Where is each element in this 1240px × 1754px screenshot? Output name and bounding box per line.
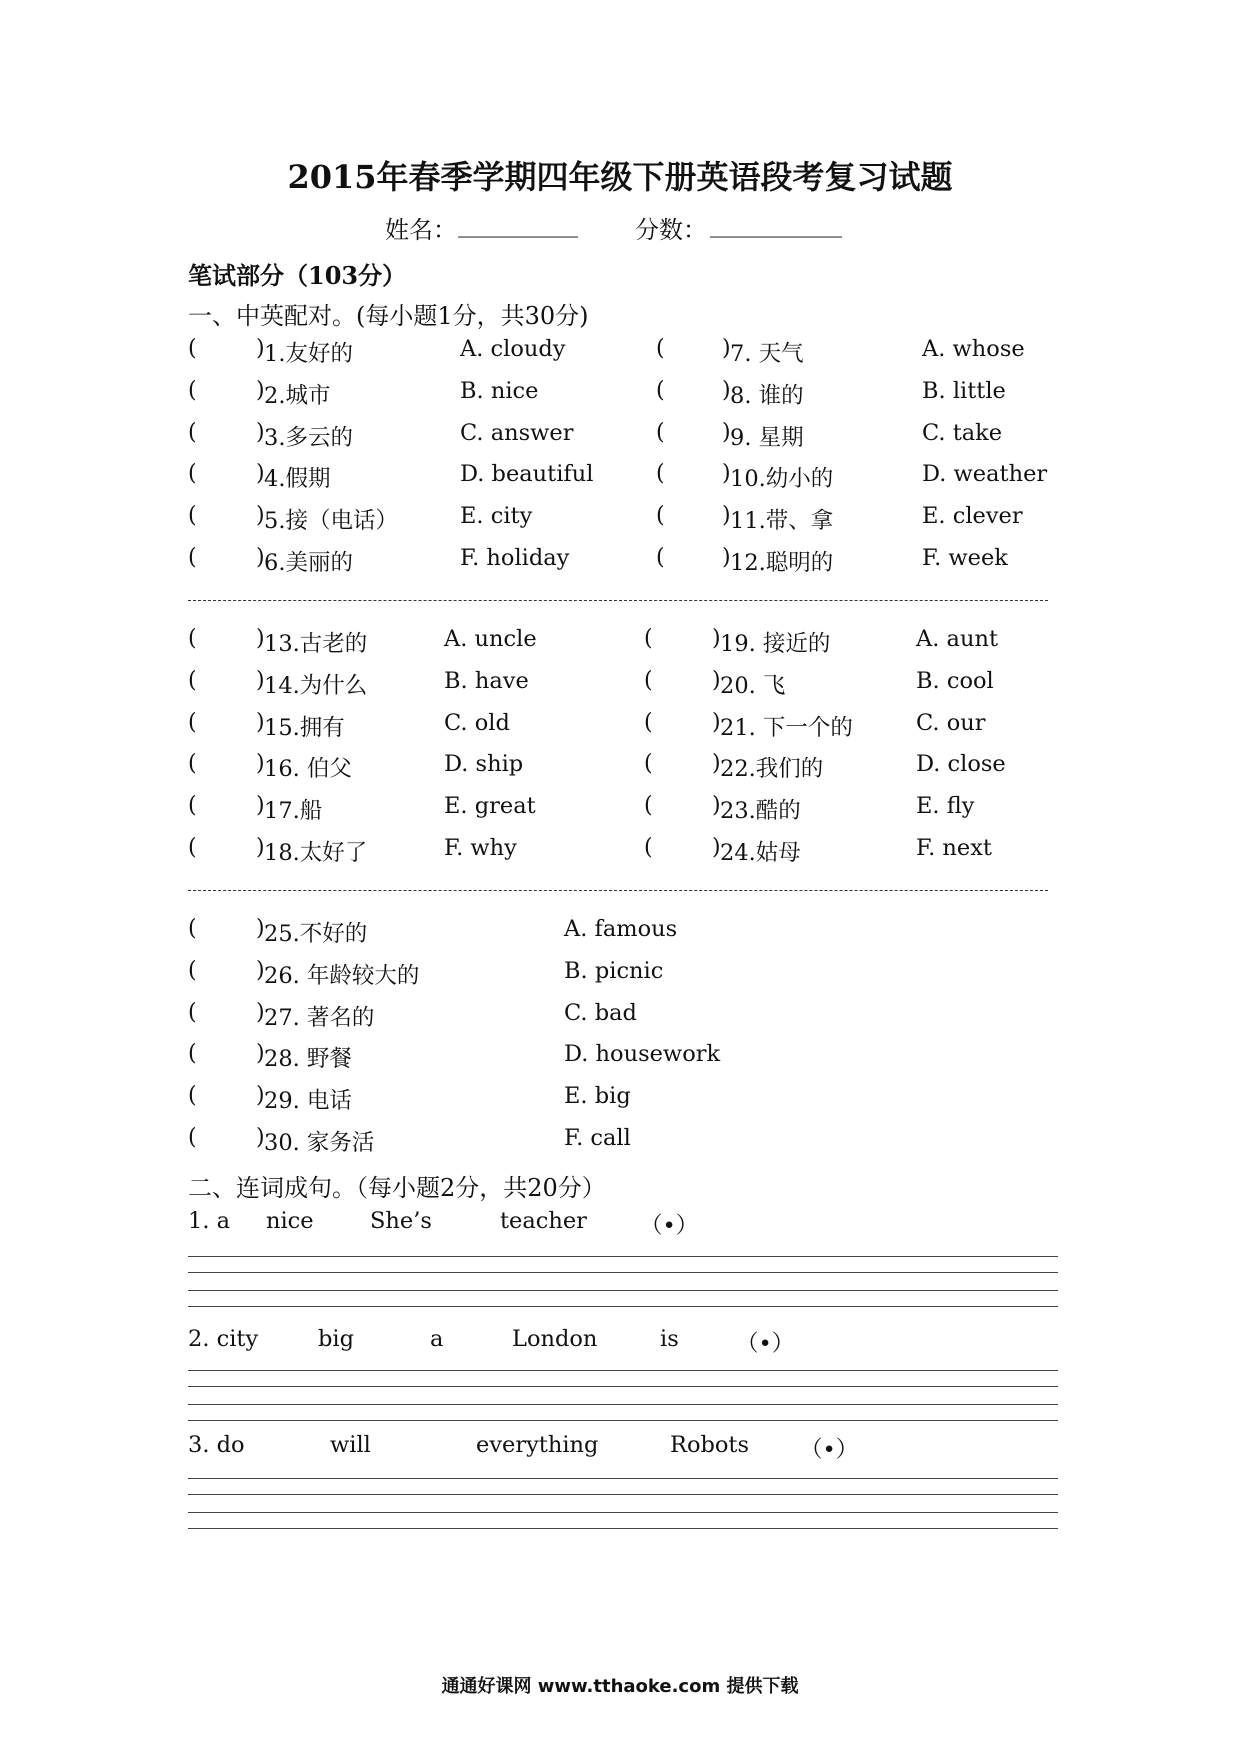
answer-blank[interactable] [200,1041,256,1071]
option-item: D. housework [564,1041,721,1068]
writing-line [188,1370,1058,1371]
writing-line [188,1494,1058,1495]
question-item: 5.接（电话） [264,508,398,535]
answer-blank[interactable] [668,503,722,533]
option-item: D. close [916,751,1006,778]
answer-paren-close: ) [256,1083,265,1109]
question-item: 11.带、拿 [730,508,834,535]
option-item: A. aunt [916,626,998,652]
answer-blank[interactable] [200,793,256,823]
answer-paren-close: ) [722,545,731,570]
question-item: 9. 星期 [730,424,804,451]
question-item: 27. 著名的 [264,1004,375,1031]
name-blank: __________ [458,210,578,238]
answer-paren-close: ) [712,835,721,860]
question-item: 16. 伯父 [264,756,352,783]
answer-paren-close: ) [256,545,265,570]
option-item: B. have [444,667,529,694]
answer-paren-close: ) [256,1125,265,1150]
question-item: 12.聪明的 [730,550,834,576]
question-item: 7. 天气 [730,341,804,367]
option-item: E. big [564,1083,631,1110]
question-item: 6.美丽的 [264,550,353,576]
option-item: C. answer [460,419,574,446]
sentence-word: Robots [670,1432,750,1458]
page-title: 2015年春季学期四年级下册英语段考复习试题 [287,158,953,196]
question-item: 26. 年龄较大的 [264,962,420,989]
option-item: C. bad [564,999,637,1026]
option-item: B. picnic [564,957,664,984]
answer-paren-close: ) [712,626,721,651]
part2-heading: 二、连词成句。（每小题2分，共20分） [188,1174,606,1202]
option-item: A. uncle [444,626,537,652]
sentence-word: a [430,1326,444,1352]
sentence-word: 2. city [188,1326,259,1352]
question-item: 28. 野餐 [264,1046,352,1073]
answer-blank[interactable] [200,668,256,698]
answer-blank[interactable] [200,420,256,450]
answer-paren-open: ( [656,545,665,570]
answer-blank[interactable] [200,545,256,575]
written-section-heading: 笔试部分（103分） [188,261,407,290]
answer-paren-close: ) [256,916,265,941]
answer-blank[interactable] [200,461,256,491]
answer-blank[interactable] [668,336,722,366]
answer-paren-open: ( [188,751,197,777]
answer-paren-open: ( [644,751,653,777]
answer-paren-open: ( [188,1041,197,1067]
answer-paren-open: ( [188,545,197,570]
footer-credit: 通通好课网 www.tthaoke.com 提供下载 [441,1676,799,1697]
answer-paren-close: ) [256,999,265,1025]
answer-blank[interactable] [200,751,256,781]
option-item: B. cool [916,667,994,694]
answer-blank[interactable] [200,916,256,946]
answer-paren-open: ( [656,461,665,487]
sentence-word: will [330,1432,371,1458]
answer-paren-close: ) [256,835,265,860]
answer-paren-open: ( [188,667,197,693]
option-item: B. nice [460,377,539,404]
answer-paren-close: ) [256,626,265,651]
answer-blank[interactable] [200,336,256,366]
sentence-word: nice [266,1208,314,1234]
answer-paren-open: ( [644,667,653,693]
question-item: 17.船 [264,798,323,825]
option-item: F. why [444,835,517,861]
answer-paren-close: ) [256,751,265,777]
option-item: B. little [922,377,1006,404]
answer-paren-open: ( [644,626,653,651]
answer-blank[interactable] [200,503,256,533]
answer-paren-open: ( [656,503,665,529]
answer-paren-open: ( [188,461,197,487]
answer-paren-close: ) [256,503,265,529]
sentence-word: （•） [800,1437,859,1463]
sentence-word: is [660,1326,679,1352]
question-item: 2.城市 [264,382,331,409]
answer-paren-close: ) [256,336,265,361]
writing-line [188,1386,1058,1387]
option-item: E. fly [916,793,975,820]
sentence-word: London [512,1326,598,1352]
answer-paren-close: ) [256,377,265,403]
writing-line [188,1256,1058,1257]
option-item: C. take [922,419,1003,446]
score-blank: ___________ [710,210,842,238]
answer-paren-open: ( [188,336,197,361]
answer-paren-open: ( [188,957,197,983]
sentence-word: big [318,1326,355,1352]
writing-line [188,1306,1058,1307]
question-item: 4.假期 [264,466,331,493]
answer-paren-close: ) [712,751,721,777]
answer-paren-close: ) [256,709,265,735]
answer-paren-open: ( [188,999,197,1025]
answer-paren-close: ) [256,793,265,819]
question-item: 25.不好的 [264,921,368,947]
answer-paren-close: ) [712,709,721,735]
answer-paren-close: ) [722,461,731,487]
answer-blank[interactable] [656,626,712,656]
answer-paren-close: ) [722,336,731,361]
answer-paren-open: ( [188,503,197,529]
answer-paren-close: ) [256,461,265,487]
answer-paren-open: ( [188,916,197,941]
answer-blank[interactable] [656,710,712,740]
answer-blank[interactable] [656,793,712,823]
writing-line [188,1478,1058,1479]
answer-blank[interactable] [200,710,256,740]
writing-line [188,1420,1058,1421]
answer-blank[interactable] [200,626,256,656]
answer-blank[interactable] [200,1083,256,1113]
option-item: E. city [460,503,533,530]
score-label: 分数： [635,216,707,244]
answer-paren-open: ( [656,419,665,445]
option-item: E. clever [922,503,1023,530]
sentence-word: （•） [736,1331,795,1357]
answer-blank[interactable] [200,958,256,988]
answer-paren-close: ) [256,957,265,983]
question-item: 15.拥有 [264,714,345,741]
option-item: F. next [916,835,992,861]
sentence-word: She’s [370,1208,432,1234]
answer-blank[interactable] [668,545,722,575]
answer-paren-open: ( [188,835,197,860]
answer-paren-open: ( [644,835,653,860]
answer-paren-open: ( [188,793,197,819]
question-item: 22.我们的 [720,756,824,783]
question-item: 14.为什么 [264,672,368,699]
answer-blank[interactable] [200,1000,256,1030]
question-item: 23.酷的 [720,798,801,825]
answer-paren-open: ( [644,709,653,735]
answer-blank[interactable] [200,1125,256,1155]
answer-blank[interactable] [668,378,722,408]
option-item: C. old [444,709,510,736]
answer-blank[interactable] [668,420,722,450]
answer-paren-close: ) [722,377,731,403]
option-item: F. holiday [460,545,570,571]
question-item: 18.太好了 [264,840,368,866]
answer-blank[interactable] [656,668,712,698]
writing-line [188,1512,1058,1513]
option-item: D. weather [922,461,1048,488]
answer-paren-close: ) [256,419,265,445]
answer-paren-open: ( [188,1083,197,1109]
block-separator [188,600,1048,601]
answer-paren-close: ) [712,667,721,693]
question-item: 3.多云的 [264,424,353,451]
sentence-word: teacher [500,1208,587,1234]
answer-paren-close: ) [256,667,265,693]
question-item: 13.古老的 [264,631,368,657]
option-item: D. beautiful [460,461,594,488]
question-item: 8. 谁的 [730,382,804,409]
answer-paren-open: ( [188,377,197,403]
sentence-word: 1. a [188,1208,231,1234]
sentence-word: 3. do [188,1432,245,1458]
answer-paren-open: ( [644,793,653,819]
answer-paren-open: ( [188,419,197,445]
answer-paren-open: ( [188,709,197,735]
answer-blank[interactable] [656,751,712,781]
answer-paren-open: ( [656,336,665,361]
answer-paren-open: ( [188,626,197,651]
question-item: 1.友好的 [264,341,353,367]
answer-paren-close: ) [712,793,721,819]
option-item: F. call [564,1125,631,1151]
writing-line [188,1528,1058,1529]
question-item: 24.姑母 [720,840,801,866]
answer-blank[interactable] [656,835,712,865]
writing-line [188,1272,1058,1273]
answer-paren-close: ) [722,503,731,529]
answer-paren-close: ) [722,419,731,445]
answer-paren-open: ( [656,377,665,403]
question-item: 30. 家务活 [264,1130,375,1156]
writing-line [188,1404,1058,1405]
question-item: 19. 接近的 [720,631,831,657]
option-item: A. whose [922,336,1025,362]
option-item: F. week [922,545,1008,571]
answer-blank[interactable] [200,378,256,408]
question-item: 10.幼小的 [730,466,834,493]
option-item: C. our [916,709,986,736]
block-separator [188,890,1048,891]
option-item: E. great [444,793,536,820]
answer-blank[interactable] [200,835,256,865]
answer-paren-open: ( [188,1125,197,1150]
question-item: 20. 飞 [720,672,786,699]
answer-paren-close: ) [256,1041,265,1067]
option-item: A. famous [564,916,678,942]
question-item: 29. 电话 [264,1088,352,1115]
question-item: 21. 下一个的 [720,714,853,741]
writing-line [188,1290,1058,1291]
name-label: 姓名： [385,216,457,244]
answer-blank[interactable] [668,461,722,491]
option-item: D. ship [444,751,524,778]
part1-heading: 一、中英配对。(每小题1分，共30分) [188,302,589,330]
sentence-word: （•） [640,1213,699,1239]
option-item: A. cloudy [460,336,566,362]
sentence-word: everything [476,1432,599,1458]
